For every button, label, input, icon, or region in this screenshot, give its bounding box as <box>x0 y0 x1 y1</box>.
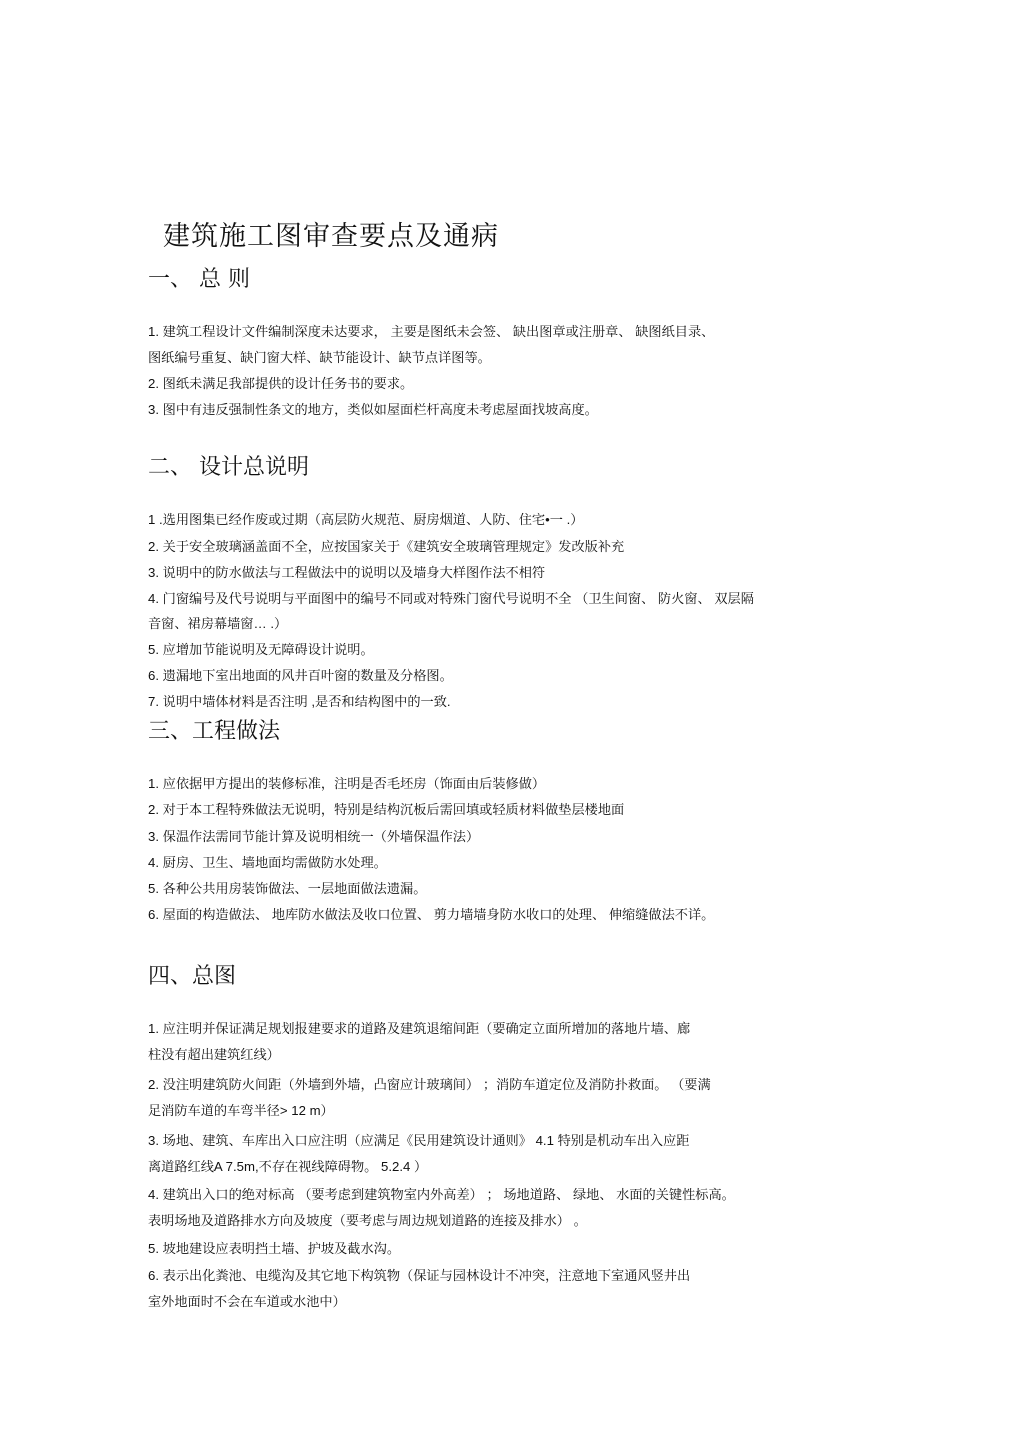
section-1-line: 2. 图纸未满足我部提供的设计任务书的要求。 <box>148 376 414 391</box>
section-heading-design-notes: 二、 设计总说明 <box>148 455 309 480</box>
section-4-line: 2. 没注明建筑防火间距（外墙到外墙，凸窗应计玻璃间） ；消防车道定位及消防扑救面。 （要满 <box>148 1077 711 1092</box>
section-4-line: 柱没有超出建筑红线） <box>148 1047 280 1062</box>
section-4-line: 室外地面时不会在车道或水池中） <box>148 1294 346 1309</box>
section-2-line: 1 .选用图集已经作废或过期（高层防火规范、厨房烟道、人防、住宅•一 .） <box>148 512 584 527</box>
section-2-line: 2. 关于安全玻璃涵盖面不全，应按国家关于《建筑安全玻璃管理规定》发改版补充 <box>148 539 625 554</box>
section-1-line: 图纸编号重复、缺门窗大样、缺节能设计、缺节点详图等。 <box>148 350 491 365</box>
section-4-line: 3. 场地、建筑、车库出入口应注明（应满足《民用建筑设计通则》 4.1 特别是机动车出入应距 <box>148 1133 690 1148</box>
section-3-line: 4. 厨房、卫生、墙地面均需做防水处理。 <box>148 855 387 870</box>
section-2-line: 7. 说明中墙体材料是否注明 ,是否和结构图中的一致. <box>148 694 451 709</box>
section-3-line: 2. 对于本工程特殊做法无说明，特别是结构沉板后需回填或轻质材料做垫层楼地面 <box>148 802 625 817</box>
section-3-line: 6. 屋面的构造做法、 地库防水做法及收口位置、 剪力墙墙身防水收口的处理、 伸缩缝做法不详。 <box>148 907 715 922</box>
section-1-line: 3. 图中有违反强制性条文的地方，类似如屋面栏杆高度未考虑屋面找坡高度。 <box>148 402 598 417</box>
section-3-line: 5. 各种公共用房装饰做法、一层地面做法遗漏。 <box>148 881 427 896</box>
section-3-line: 3. 保温作法需同节能计算及说明相统一（外墙保温作法） <box>148 829 480 844</box>
section-1-line: 1. 建筑工程设计文件编制深度未达要求， 主要是图纸未会签、 缺出图章或注册章、 缺图纸目录、 <box>148 324 715 339</box>
document-title: 建筑施工图审查要点及通病 <box>163 221 499 252</box>
section-3-line: 1. 应依据甲方提出的装修标准，注明是否毛坯房（饰面由后装修做） <box>148 776 546 791</box>
section-heading-site-plan: 四、总图 <box>148 964 237 989</box>
section-4-line: 6. 表示出化粪池、电缆沟及其它地下构筑物（保证与园林设计不冲突，注意地下室通风竖井出 <box>148 1268 691 1283</box>
section-4-line: 表明场地及道路排水方向及坡度（要考虑与周边规划道路的连接及排水） 。 <box>148 1213 587 1228</box>
section-4-line: 足消防车道的车弯半径> 12 m） <box>148 1103 334 1118</box>
section-heading-construction-methods: 三、工程做法 <box>148 719 281 744</box>
section-2-line: 5. 应增加节能说明及无障碍设计说明。 <box>148 642 374 657</box>
section-4-line: 1. 应注明并保证满足规划报建要求的道路及建筑退缩间距（要确定立面所增加的落地片墙、廊 <box>148 1021 691 1036</box>
section-2-line: 6. 遗漏地下室出地面的风井百叶窗的数量及分格图。 <box>148 668 453 683</box>
section-4-line: 4. 建筑出入口的绝对标高 （要考虑到建筑物室内外高差） ； 场地道路、 绿地、 水面的关键性标高。 <box>148 1187 735 1202</box>
section-2-line: 音窗、裙房幕墙窗… .） <box>148 616 288 631</box>
section-4-line: 离道路红线A 7.5m,不存在视线障碍物。 5.2.4 ） <box>148 1159 428 1174</box>
section-heading-general: 一、 总 则 <box>148 267 250 292</box>
section-2-line: 4. 门窗编号及代号说明与平面图中的编号不同或对特殊门窗代号说明不全 （卫生间窗、 防火窗、 双层隔 <box>148 591 754 606</box>
section-4-line: 5. 坡地建设应表明挡土墙、护坡及截水沟。 <box>148 1241 401 1256</box>
section-2-line: 3. 说明中的防水做法与工程做法中的说明以及墙身大样图作法不相符 <box>148 565 546 580</box>
